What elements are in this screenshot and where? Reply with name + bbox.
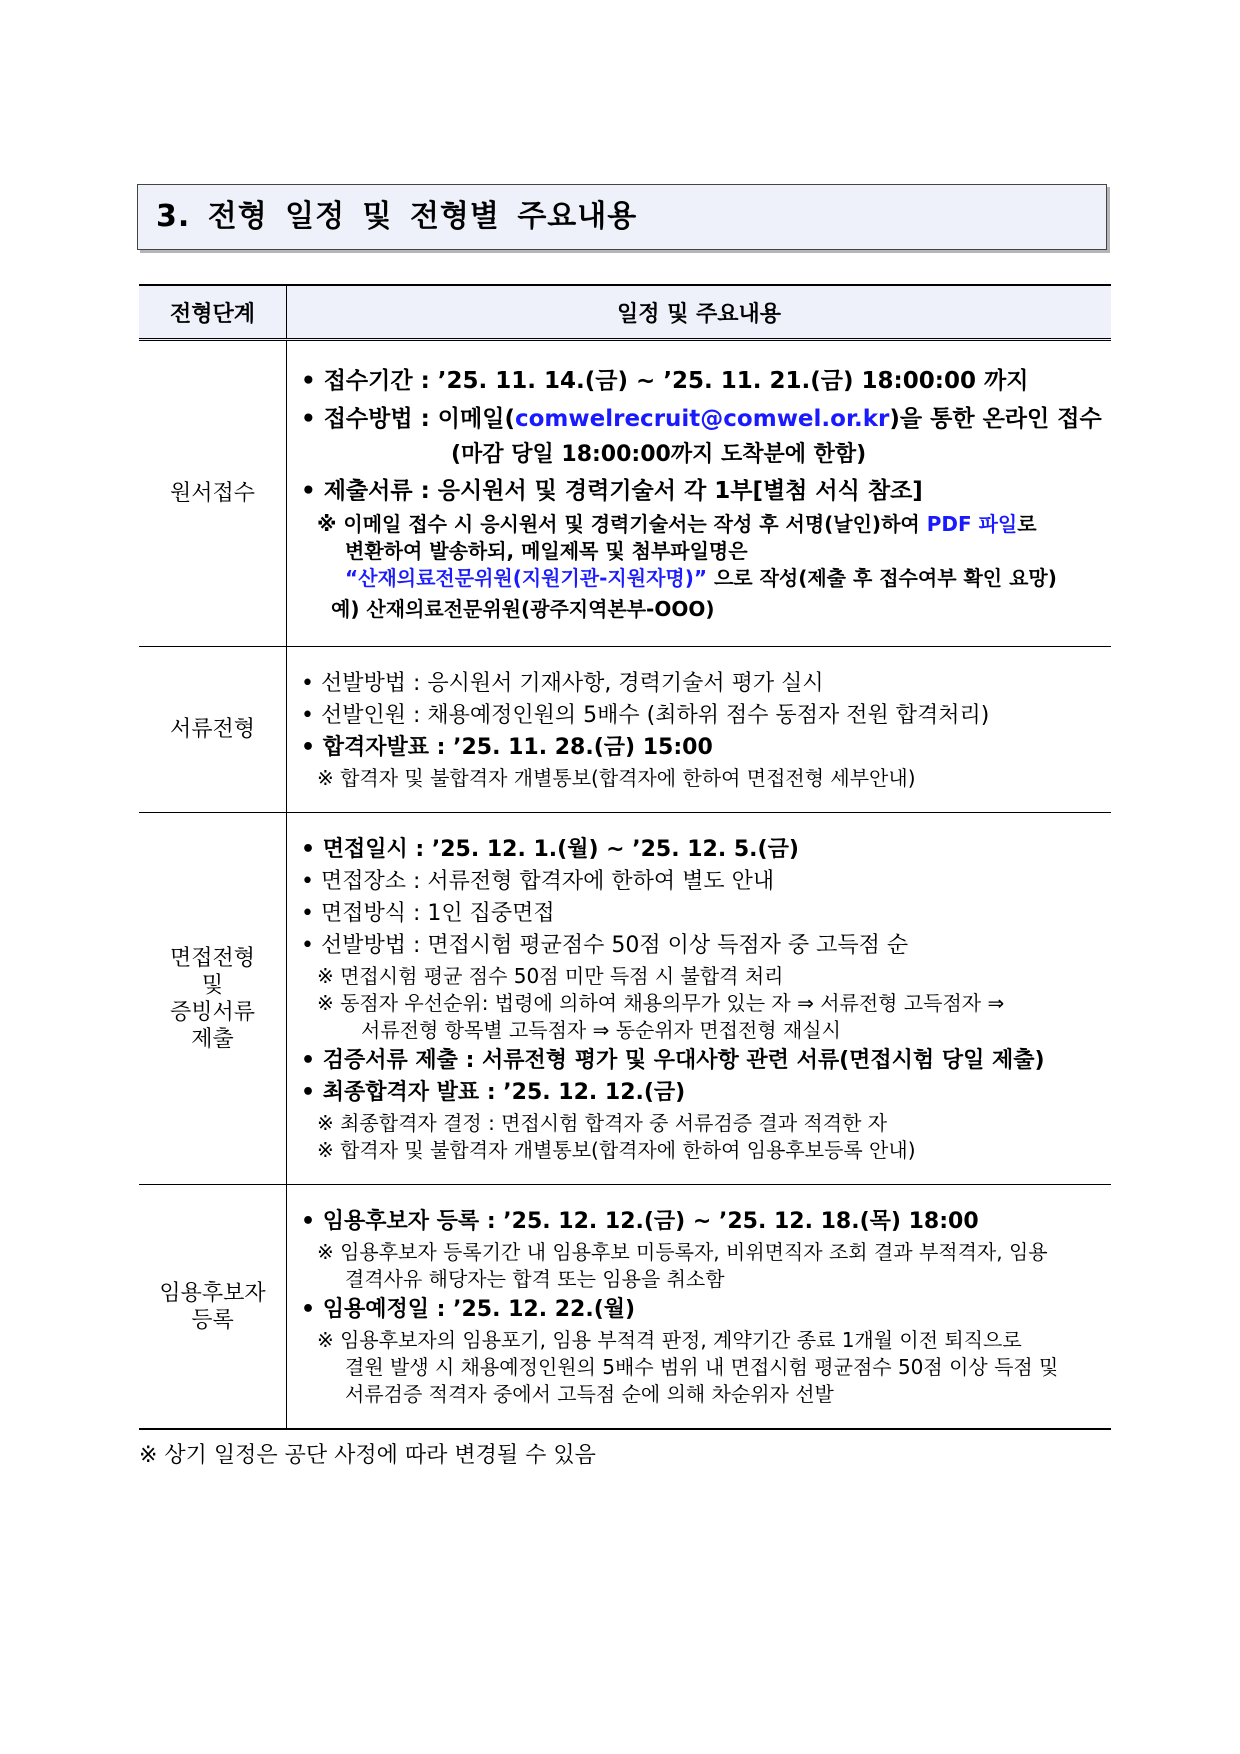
interview-final: • 최종합격자 발표 : ’25. 12. 12.(금) bbox=[301, 1080, 686, 1105]
screening-count: • 선발인원 : 채용예정인원의 5배수 (최하위 점수 동점자 전원 합격처리) bbox=[301, 703, 990, 728]
interview-type: • 면접방식 : 1인 집중면접 bbox=[301, 901, 555, 926]
application-period: • 접수기간 : ’25. 11. 14.(금) ~ ’25. 11. 21.(금) 18:00:00 까지 bbox=[301, 368, 1029, 394]
header-stage: 전형단계 bbox=[139, 285, 287, 340]
stage-document-screening: 서류전형 bbox=[139, 647, 287, 813]
interview-verify: • 검증서류 제출 : 서류전형 평가 및 우대사항 관련 서류(면접시험 당일 제출) bbox=[301, 1048, 1045, 1073]
content-application bbox=[287, 340, 1112, 647]
appointment-note-2: 결원 발생 시 채용예정인원의 5배수 범위 내 면접시험 평균점수 50점 이상 득점 및 bbox=[345, 1355, 1059, 1379]
application-note-3: “산재의료전문위원(지원기관-지원자명)” 으로 작성(제출 후 접수여부 확인 요망) bbox=[345, 566, 1057, 590]
table-row-interview bbox=[139, 813, 1111, 1185]
application-example: 예) 산재의료전문위원(광주지역본부-OOO) bbox=[331, 597, 715, 621]
screening-announce: • 합격자발표 : ’25. 11. 28.(금) 15:00 bbox=[301, 735, 713, 760]
application-documents: • 제출서류 : 응시원서 및 경력기술서 각 1부[별첨 서식 참조] bbox=[301, 478, 923, 504]
interview-sel-note-2: ※ 동점자 우선순위: 법령에 의하여 채용의무가 있는 자 ⇒ 서류전형 고득점자 ⇒ bbox=[317, 991, 1005, 1015]
appointment-note-1: ※ 임용후보자의 임용포기, 임용 부적격 판정, 계약기간 종료 1개월 이전 퇴직으로 bbox=[317, 1328, 1022, 1352]
interview-selection: • 선발방법 : 면접시험 평균점수 50점 이상 득점자 중 고득점 순 bbox=[301, 933, 909, 958]
appointment-note-3: 서류검증 적격자 중에서 고득점 순에 의해 차순위자 선발 bbox=[345, 1382, 834, 1406]
table-row-application bbox=[139, 340, 1111, 647]
application-note-1: ※ 이메일 접수 시 응시원서 및 경력기술서는 작성 후 서명(날인)하여 PDF 파일로 bbox=[317, 512, 1037, 536]
content-document-screening bbox=[287, 647, 1112, 813]
application-note-2: 변환하여 발송하되, 메일제목 및 첨부파일명은 bbox=[345, 539, 748, 563]
interview-place: • 면접장소 : 서류전형 합격자에 한하여 별도 안내 bbox=[301, 869, 775, 894]
footer-note: ※ 상기 일정은 공단 사정에 따라 변경될 수 있음 bbox=[139, 1443, 596, 1468]
stage-interview: 면접전형 및 증빙서류 제출 bbox=[139, 813, 287, 1185]
interview-final-note-1: ※ 최종합격자 결정 : 면접시험 합격자 중 서류검증 결과 적격한 자 bbox=[317, 1111, 888, 1135]
section-title: 3. 전형 일정 및 전형별 주요내용 bbox=[137, 184, 1107, 250]
content-candidate-registration bbox=[287, 1185, 1112, 1430]
stage-candidate-registration: 임용후보자 등록 bbox=[139, 1185, 287, 1430]
interview-date: • 면접일시 : ’25. 12. 1.(월) ~ ’25. 12. 5.(금) bbox=[301, 837, 799, 862]
content-interview bbox=[287, 813, 1112, 1185]
appointment-date: • 임용예정일 : ’25. 12. 22.(월) bbox=[301, 1297, 636, 1322]
stage-application: 원서접수 bbox=[139, 340, 287, 647]
interview-sel-note-2-cont: 서류전형 항목별 고득점자 ⇒ 동순위자 면접전형 재실시 bbox=[361, 1018, 841, 1042]
email-address: comwelrecruit@comwel.or.kr bbox=[514, 406, 890, 432]
registration-note-1-cont: 결격사유 해당자는 합격 또는 임용을 취소함 bbox=[345, 1267, 725, 1291]
table-row-document-screening bbox=[139, 647, 1111, 813]
application-method-note: (마감 당일 18:00:00까지 도착분에 한함) bbox=[451, 442, 867, 467]
table-row-candidate-registration bbox=[139, 1185, 1111, 1430]
interview-sel-note-1: ※ 면접시험 평균 점수 50점 미만 득점 시 불합격 처리 bbox=[317, 964, 784, 988]
application-method: • 접수방법 : 이메일(comwelrecruit@comwel.or.kr)을 통한 온라인 접수 bbox=[301, 406, 1102, 432]
schedule-table bbox=[139, 284, 1111, 1430]
interview-final-note-2: ※ 합격자 및 불합격자 개별통보(합격자에 한하여 임용후보등록 안내) bbox=[317, 1138, 916, 1162]
table-header-row bbox=[139, 285, 1111, 340]
header-content: 일정 및 주요내용 bbox=[287, 285, 1112, 340]
screening-method: • 선발방법 : 응시원서 기재사항, 경력기술서 평가 실시 bbox=[301, 671, 824, 696]
screening-note: ※ 합격자 및 불합격자 개별통보(합격자에 한하여 면접전형 세부안내) bbox=[317, 766, 916, 790]
registration-period: • 임용후보자 등록 : ’25. 12. 12.(금) ~ ’25. 12. 18.(목) 18:00 bbox=[301, 1209, 979, 1234]
registration-note-1: ※ 임용후보자 등록기간 내 임용후보 미등록자, 비위면직자 조회 결과 부적격자, 임용 bbox=[317, 1240, 1048, 1264]
